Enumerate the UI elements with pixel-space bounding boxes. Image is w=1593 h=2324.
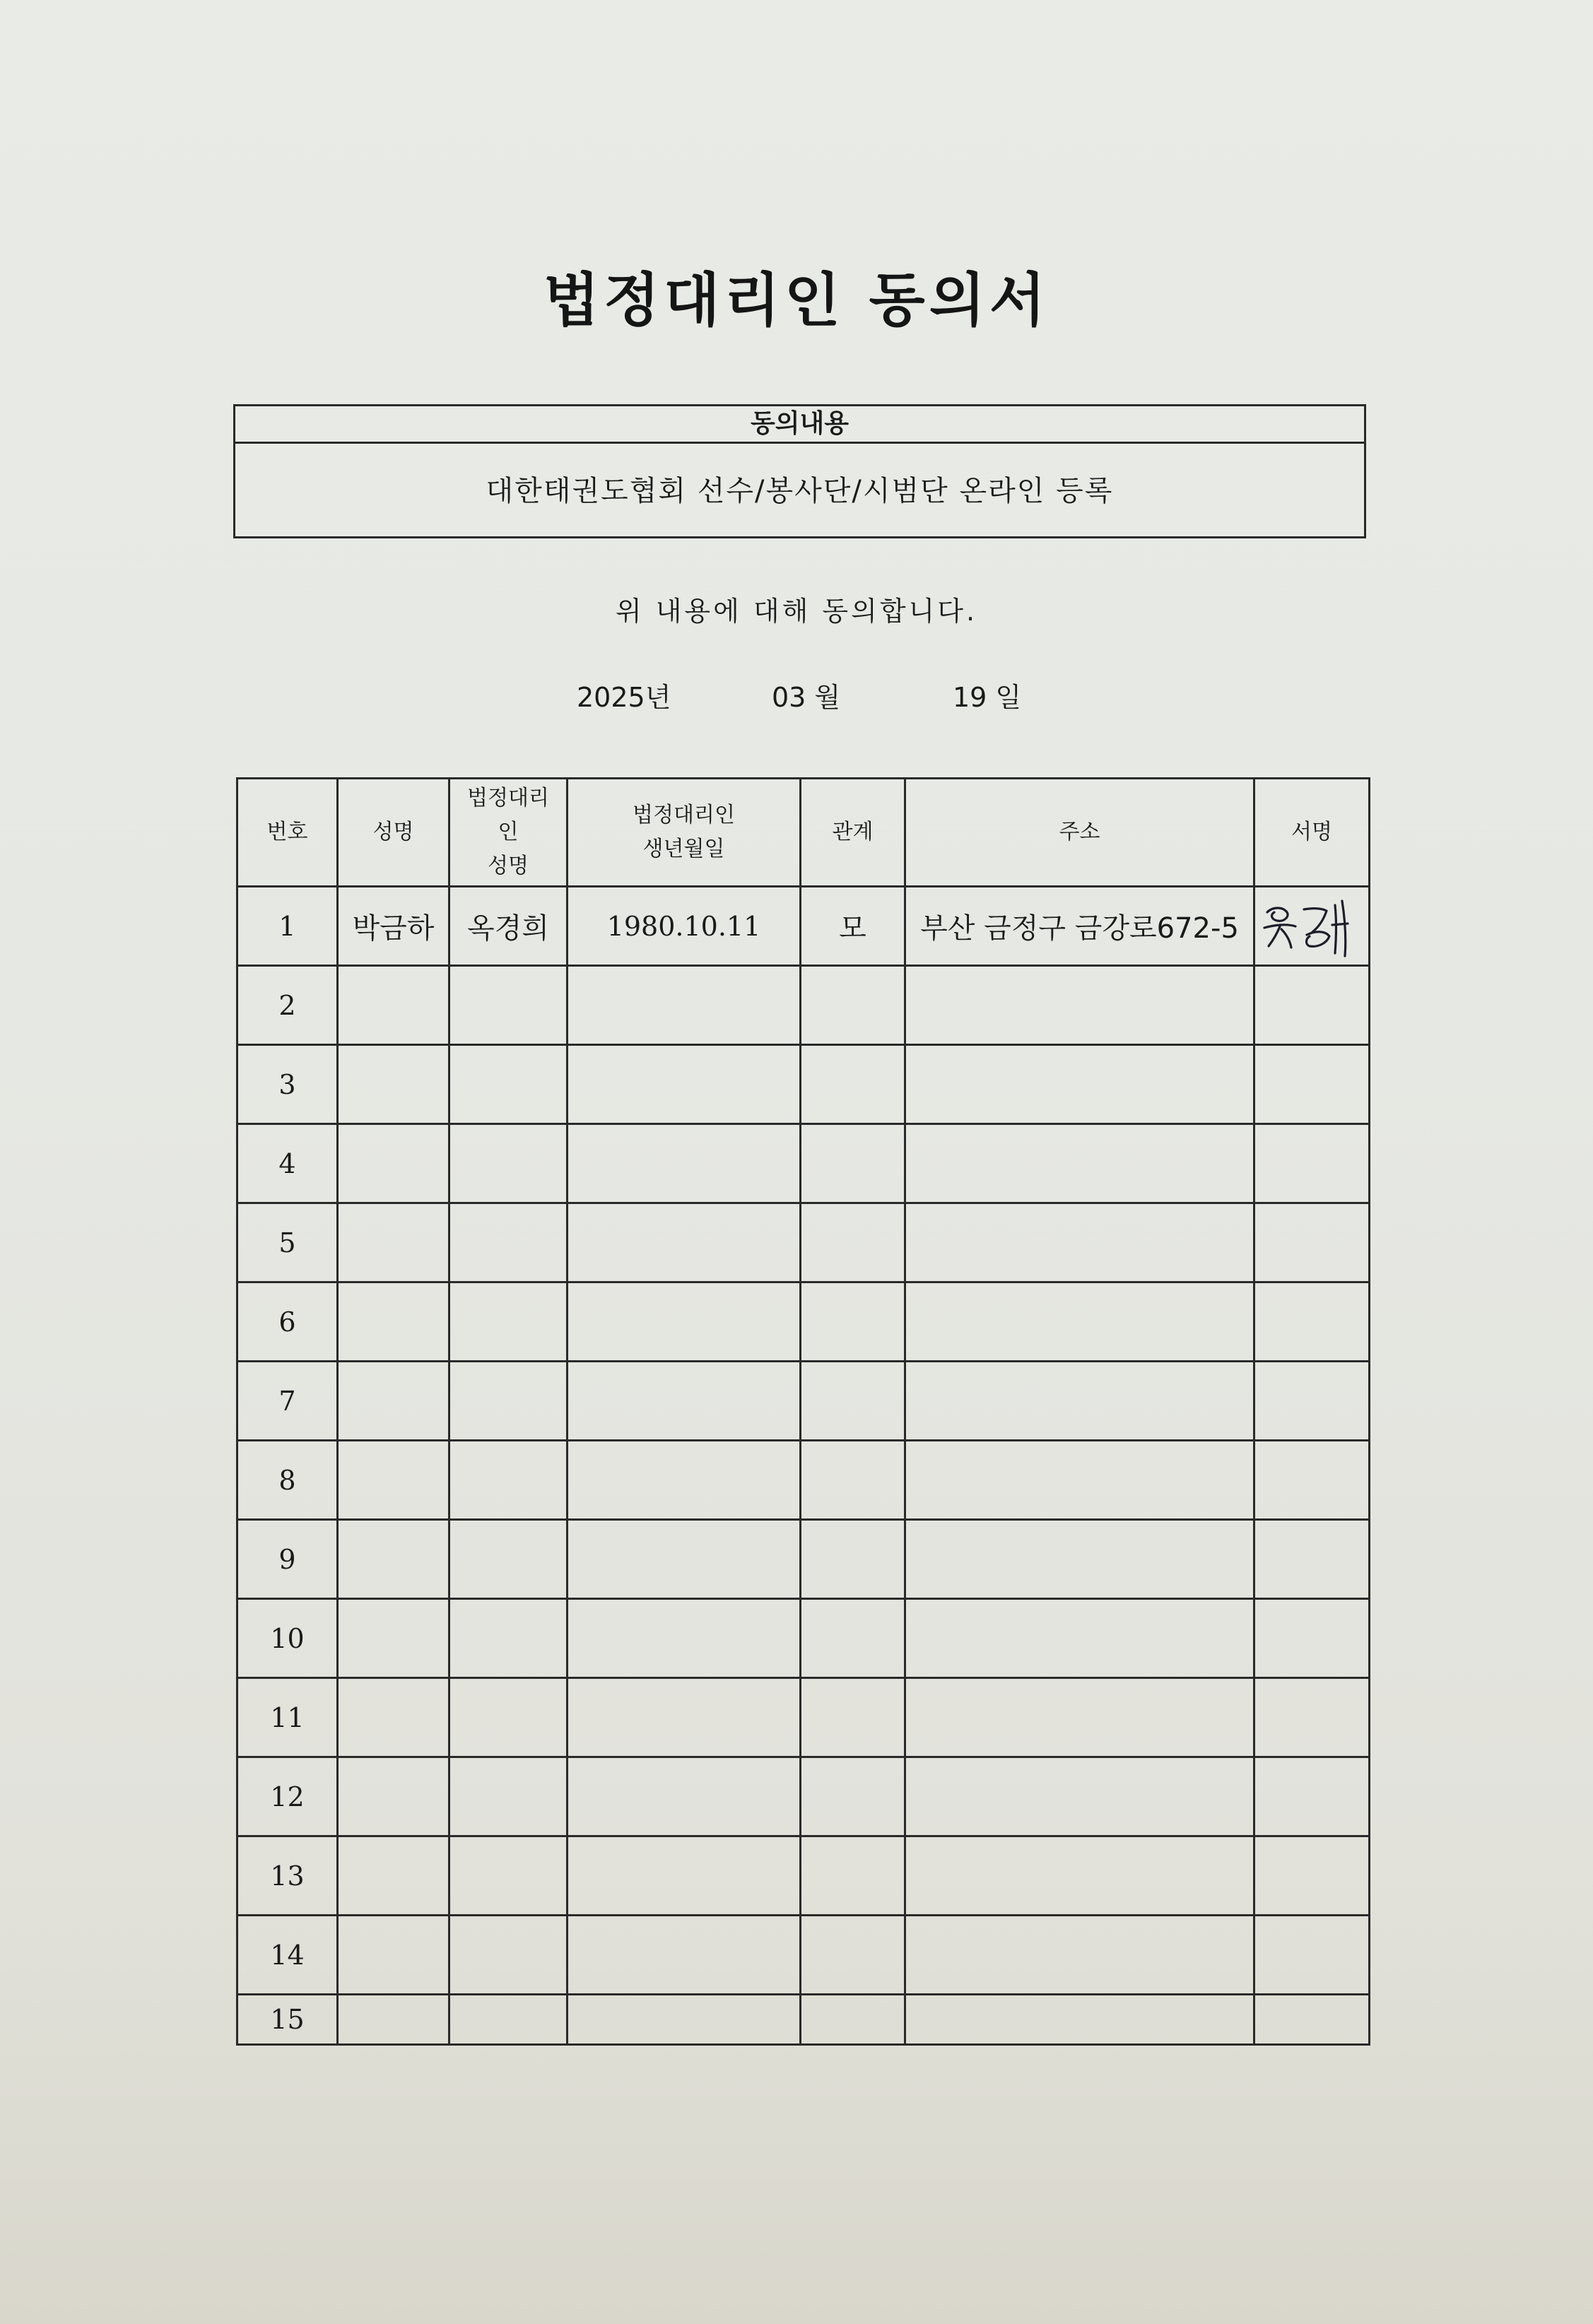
cell-signature (1254, 887, 1370, 966)
cell-signature (1254, 1678, 1370, 1757)
cell-number: 12 (237, 1757, 338, 1836)
consent-box (233, 404, 1366, 538)
cell-guardian-name (449, 1203, 568, 1282)
cell-number: 4 (237, 1124, 338, 1203)
cell-address (905, 1836, 1254, 1916)
cell-name (338, 966, 449, 1045)
header-guardian-birth: 법정대리인 생년월일 (568, 779, 801, 887)
cell-guardian-birth (568, 1836, 801, 1916)
cell-number: 15 (237, 1995, 338, 2045)
cell-address (905, 1362, 1254, 1441)
cell-name: 박금하 (338, 887, 449, 966)
cell-name (338, 1836, 449, 1916)
cell-guardian-name (449, 1045, 568, 1124)
table-row (237, 1441, 1370, 1520)
cell-guardian-name (449, 1916, 568, 1995)
cell-number: 11 (237, 1678, 338, 1757)
cell-signature (1254, 1124, 1370, 1203)
cell-guardian-name (449, 1362, 568, 1441)
table-row (237, 1045, 1370, 1124)
table-row (237, 887, 1370, 966)
cell-number: 10 (237, 1599, 338, 1678)
cell-guardian-birth (568, 1916, 801, 1995)
table-row (237, 1678, 1370, 1757)
table-row (237, 1757, 1370, 1836)
date-month: 03 월 (772, 682, 841, 713)
cell-name (338, 1916, 449, 1995)
header-address: 주소 (905, 779, 1254, 887)
cell-guardian-name (449, 966, 568, 1045)
cell-address (905, 1441, 1254, 1520)
cell-signature (1254, 1995, 1370, 2045)
cell-address (905, 966, 1254, 1045)
table-row (237, 1836, 1370, 1916)
cell-address (905, 1282, 1254, 1362)
cell-guardian-birth (568, 1520, 801, 1599)
cell-signature (1254, 1045, 1370, 1124)
cell-address: 부산 금정구 금강로672-5 (905, 887, 1254, 966)
cell-name (338, 1282, 449, 1362)
cell-address (905, 1124, 1254, 1203)
cell-relation (801, 1124, 905, 1203)
cell-relation (801, 1678, 905, 1757)
agreement-statement: 위 내용에 대해 동의합니다. (615, 596, 978, 627)
cell-relation (801, 1045, 905, 1124)
cell-relation (801, 1995, 905, 2045)
cell-address (905, 1599, 1254, 1678)
header-signature: 서명 (1254, 779, 1370, 887)
cell-relation (801, 1836, 905, 1916)
cell-number: 9 (237, 1520, 338, 1599)
consent-heading: 동의내용 (235, 406, 1364, 444)
cell-relation (801, 1916, 905, 1995)
cell-relation (801, 1203, 905, 1282)
cell-guardian-name (449, 1282, 568, 1362)
table-row (237, 1203, 1370, 1282)
guardian-table (236, 777, 1370, 2046)
table-row (237, 1995, 1370, 2045)
table-row (237, 1282, 1370, 1362)
header-guardian-name: 법정대리 인 성명 (449, 779, 568, 887)
cell-address (905, 1916, 1254, 1995)
header-relation: 관계 (801, 779, 905, 887)
cell-name (338, 1203, 449, 1282)
date-year: 2025년 (577, 682, 671, 713)
cell-signature (1254, 1836, 1370, 1916)
cell-guardian-birth (568, 1282, 801, 1362)
cell-relation (801, 1362, 905, 1441)
cell-guardian-name (449, 1995, 568, 2045)
cell-guardian-name (449, 1836, 568, 1916)
cell-address (905, 1045, 1254, 1124)
cell-number: 8 (237, 1441, 338, 1520)
cell-signature (1254, 1757, 1370, 1836)
cell-name (338, 1362, 449, 1441)
table-row (237, 1362, 1370, 1441)
cell-guardian-name (449, 1441, 568, 1520)
handwritten-signature (1259, 891, 1365, 962)
cell-guardian-birth (568, 1441, 801, 1520)
cell-guardian-name (449, 1599, 568, 1678)
cell-number: 14 (237, 1916, 338, 1995)
cell-relation (801, 1757, 905, 1836)
cell-name (338, 1124, 449, 1203)
cell-guardian-birth (568, 1203, 801, 1282)
table-row (237, 1916, 1370, 1995)
cell-guardian-name (449, 1520, 568, 1599)
cell-address (905, 1757, 1254, 1836)
cell-number: 5 (237, 1203, 338, 1282)
cell-relation (801, 966, 905, 1045)
cell-signature (1254, 1520, 1370, 1599)
table-header-row (237, 779, 1370, 887)
cell-signature (1254, 1599, 1370, 1678)
cell-number: 13 (237, 1836, 338, 1916)
table-row (237, 1124, 1370, 1203)
cell-number: 3 (237, 1045, 338, 1124)
cell-address (905, 1520, 1254, 1599)
cell-guardian-birth (568, 1045, 801, 1124)
cell-name (338, 1757, 449, 1836)
cell-signature (1254, 1282, 1370, 1362)
cell-guardian-birth (568, 966, 801, 1045)
cell-guardian-birth (568, 1757, 801, 1836)
cell-guardian-birth (568, 1678, 801, 1757)
cell-number: 1 (237, 887, 338, 966)
date-day: 19 일 (953, 682, 1022, 713)
cell-relation (801, 1520, 905, 1599)
header-number: 번호 (237, 779, 338, 887)
cell-signature (1254, 1441, 1370, 1520)
cell-relation (801, 1282, 905, 1362)
cell-name (338, 1995, 449, 2045)
table-row (237, 966, 1370, 1045)
cell-guardian-name (449, 1678, 568, 1757)
cell-name (338, 1599, 449, 1678)
cell-number: 6 (237, 1282, 338, 1362)
cell-address (905, 1678, 1254, 1757)
cell-number: 7 (237, 1362, 338, 1441)
table-row (237, 1599, 1370, 1678)
cell-guardian-name (449, 1757, 568, 1836)
cell-relation (801, 1599, 905, 1678)
cell-name (338, 1678, 449, 1757)
cell-name (338, 1045, 449, 1124)
header-name: 성명 (338, 779, 449, 887)
cell-guardian-birth (568, 1995, 801, 2045)
cell-address (905, 1203, 1254, 1282)
cell-address (905, 1995, 1254, 2045)
cell-guardian-birth: 1980.10.11 (568, 887, 801, 966)
cell-relation (801, 1441, 905, 1520)
cell-guardian-birth (568, 1124, 801, 1203)
cell-guardian-birth (568, 1599, 801, 1678)
cell-guardian-birth (568, 1362, 801, 1441)
cell-signature (1254, 1362, 1370, 1441)
cell-signature (1254, 1203, 1370, 1282)
cell-guardian-name: 옥경희 (449, 887, 568, 966)
table-row (237, 1520, 1370, 1599)
cell-name (338, 1520, 449, 1599)
cell-guardian-name (449, 1124, 568, 1203)
consent-content: 대한태권도협회 선수/봉사단/시범단 온라인 등록 (486, 475, 1114, 507)
cell-relation: 모 (801, 887, 905, 966)
table-body (237, 887, 1370, 2045)
document-title: 법정대리인 동의서 (543, 267, 1050, 334)
cell-number: 2 (237, 966, 338, 1045)
cell-signature (1254, 966, 1370, 1045)
cell-name (338, 1441, 449, 1520)
cell-signature (1254, 1916, 1370, 1995)
